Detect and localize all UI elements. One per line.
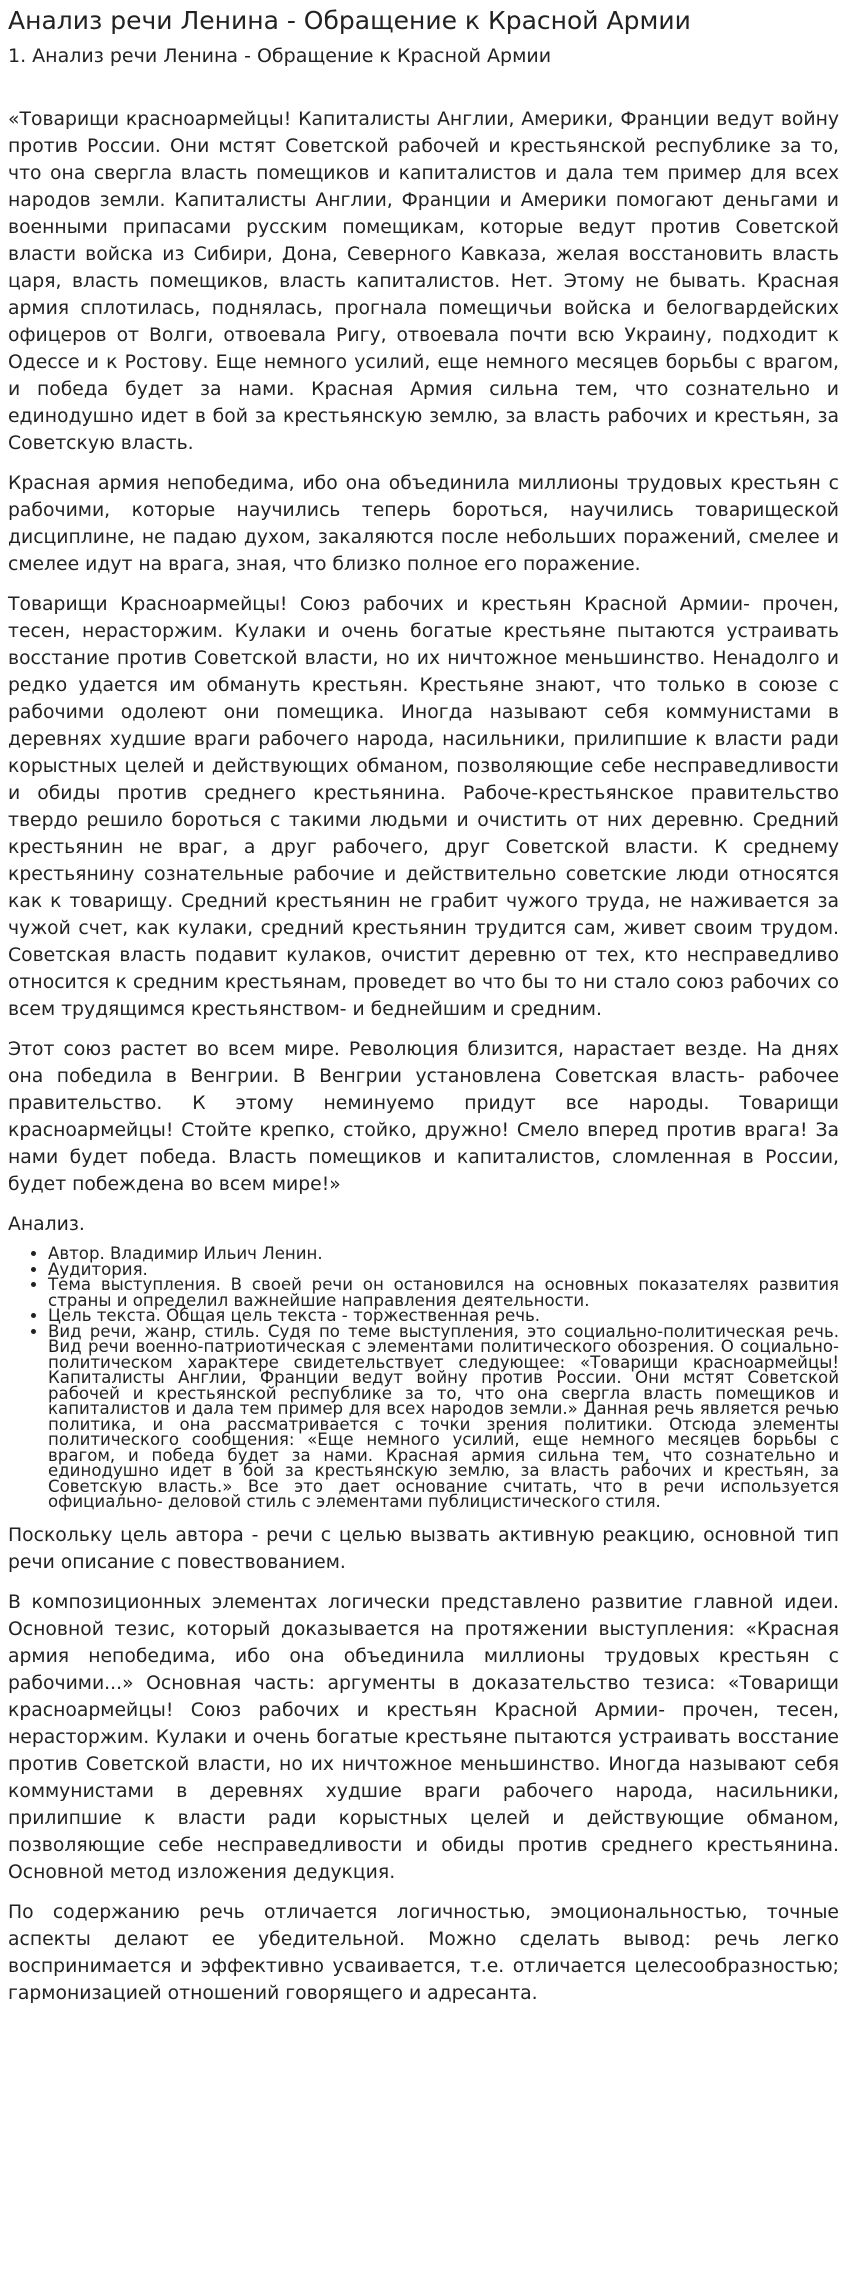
speech-paragraph: «Товарищи красноармейцы! Капиталисты Англии, Америки, Франции ведут войну против России. Они мстят Советской рабочей и крестьянской республике за то, что она свергла власть помещиков и капиталистов и дала тем пример для всех народов земли. Капиталисты Англии, Франции и Америки помогают деньгами и военными припасами русским помещикам, которые ведут против Советской власти войска из Сибири, Дона, Северного Кавказа, желая восстановить власть царя, власть помещиков, власть капиталистов. Нет. Этому не бывать. Красная армия сплотилась, поднялась, прогнала помещичьи войска и белогвардейских офицеров от Волги, отвоевала Ригу, отвоевала почти всю Украину, подходит к Одессе и к Ростову. Еще немного усилий, еще немного месяцев борьбы с врагом, и победа будет за нами. Красная Армия сильна тем, что сознательно и единодушно идет в бой за крестьянскую землю, за власть рабочих и крестьян, за Советскую власть.: [8, 109, 839, 454]
analysis-list: [8, 1246, 839, 1510]
conclusion-paragraph: По содержанию речь отличается логичностью, эмоциональностью, точные аспекты делают ее убедительной. Можно сделать вывод: речь легко воспринимается и эффективно усваивается, т.е. отличается целесообразностью; гармонизацией отношений говорящего и адресанта.: [8, 1901, 839, 2004]
conclusion-paragraph: В композиционных элементах логически представлено развитие главной идеи. Основной тезис, который доказывается на протяжении выступления: «Красная армия непобедима, ибо она объединила миллионы трудовых крестьян с рабочими...» Основная часть: аргументы в доказательство тезиса: «Товарищи красноармейцы! Союз рабочих и крестьян Красной Армии- прочен, тесен, нерасторжим. Кулаки и очень богатые крестьяне пытаются устраивать восстание против Советской власти, но их ничтожное меньшинство. Иногда называют себя коммунистами в деревнях худшие враги рабочего народа, насильники, прилипшие к власти ради корыстных целей и действующие обманом, позволяющие себе несправедливости и обиды против среднего крестьянина. Основной метод изложения дедукция.: [8, 1591, 839, 1883]
list-item: • Вид речи, жанр, стиль. Судя по теме выступления, это социально-политическая речь. Вид речи военно-патриотическая с элементами политического обозрения. О социально-политическом характере свидетельствует следующее: «Товарищи красноармейцы! Капиталисты Англии, Франции ведут войну против России. Они мстят Советской рабочей и крестьянской республике за то, что она свергла власть помещиков и капиталистов и дала тем пример для всех народов земли.» Данная речь является речью политика, и она рассматривается с точки зрения политики. Отсюда элементы политического сообщения: «Еще немного усилий, еще немного месяцев борьбы с врагом, и победа будет за нами. Красная армия сильна тем, что сознательно и единодушно идет в бой за крестьянскую землю, за власть рабочих и крестьян, за Советскую власть.» Все это дает основание считать, что в речи используется официально- деловой стиль с элементами публицистического стиля.: [48, 1324, 839, 1510]
list-item: • Тема выступления. В своей речи он остановился на основных показателях развития страны и определил важнейшие направления деятельности.: [48, 1277, 839, 1308]
page-title: Анализ речи Ленина - Обращение к Красной Армии: [8, 6, 691, 35]
list-item: • Автор. Владимир Ильич Ленин.: [48, 1246, 839, 1262]
section-heading: 1. Анализ речи Ленина - Обращение к Красной Армии: [8, 45, 552, 67]
conclusion-paragraph: Поскольку цель автора - речи с целью вызвать активную реакцию, основной тип речи описание с повествованием.: [8, 1524, 839, 1573]
speech-paragraph: Этот союз растет во всем мире. Революция близится, нарастает везде. На днях она победила в Венгрии. В Венгрии установлена Советская власть- рабочее правительство. К этому неминуемо придут все народы. Товарищи красноармейцы! Стойте крепко, стойко, дружно! Смело вперед против врага! За нами будет победа. Власть помещиков и капиталистов, сломленная в России, будет побеждена во всем мире!»: [8, 1039, 839, 1195]
analysis-heading: Анализ.: [8, 1214, 85, 1235]
speech-paragraph: Красная армия непобедима, ибо она объединила миллионы трудовых крестьян с рабочими, которые научились теперь бороться, научились товарищеской дисциплине, не падаю духом, закаляются после небольших поражений, смелее и смелее идут на врага, зная, что близко полное его поражение.: [8, 473, 839, 575]
list-item: • Аудитория.: [48, 1262, 839, 1278]
speech-paragraph: Товарищи Красноармейцы! Союз рабочих и крестьян Красной Армии- прочен, тесен, нерасторжим. Кулаки и очень богатые крестьяне пытаются устраивать восстание против Советской власти, но их ничтожное меньшинство. Ненадолго и редко удается им обмануть крестьян. Крестьяне знают, что только в союзе с рабочими одолеют они помещика. Иногда называют себя коммунистами в деревнях худшие враги рабочего народа, насильники, прилипшие к власти ради корыстных целей и действующих обманом, позволяющие себе несправедливости и обиды против среднего крестьянина. Рабоче-крестьянское правительство твердо решило бороться с такими людьми и очистить от них деревню. Средний крестьянин не враг, а друг рабочего, друг Советской власти. К среднему крестьянину сознательные рабочие и действительно советские люди относятся как к товарищу. Средний крестьянин не грабит чужого труда, не наживается за чужой счет, как кулаки, средний крестьянин трудится сам, живет своим трудом. Советская власть подавит кулаков, очистит деревню от тех, кто несправедливо относится к средним крестьянам, проведет во что бы то ни стало союз рабочих со всем трудящимся крестьянством- и беднейшим и средним.: [8, 594, 839, 1020]
list-item: • Цель текста. Общая цель текста - торжественная речь.: [48, 1308, 839, 1324]
